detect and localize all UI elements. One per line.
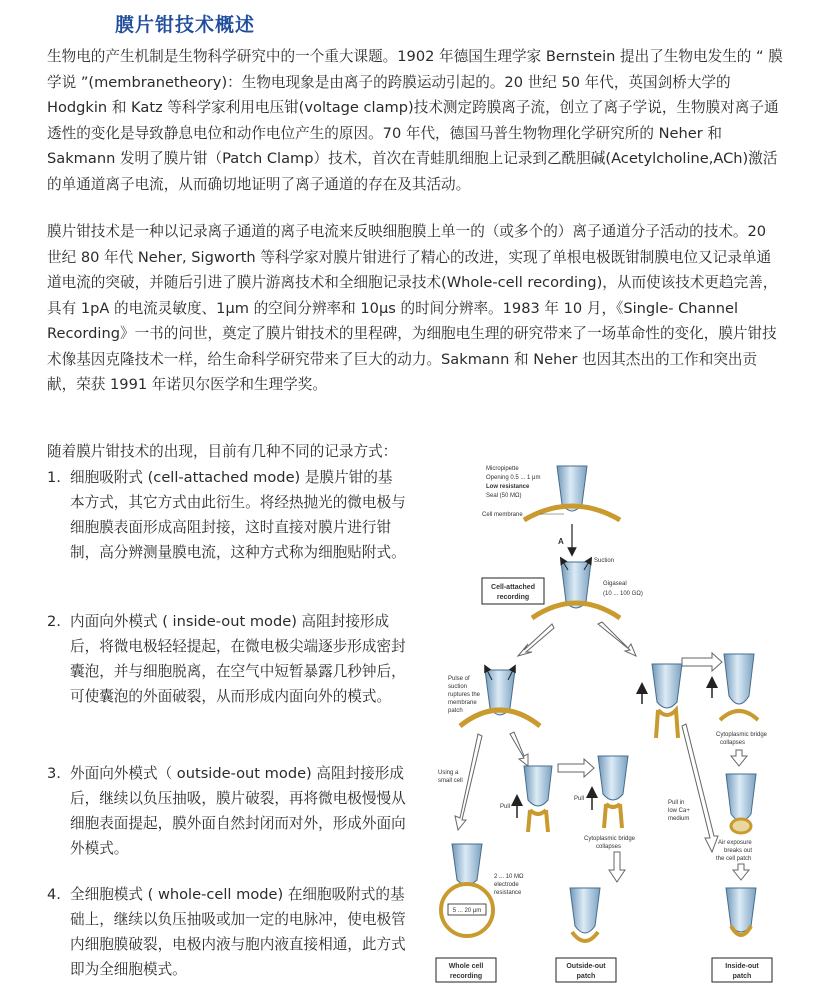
label-pulse-1: Pulse of (448, 676, 470, 682)
pipette-whole-cell (441, 844, 493, 936)
mode-number: 2. (47, 613, 61, 630)
mode-number: 4. (47, 886, 61, 903)
label-micropipette: Micropipette (486, 466, 519, 472)
label-bridge-mid-2: collapses (596, 844, 622, 850)
intro-paragraph-history: 生物电的产生机制是生物科学研究中的一个重大课题。1902 年德国生理学家 Bernstein 提出了生物电发生的 “ 膜学说 ”(membranetheory)：生物电现象是由离子的跨膜运动引起的。20 世纪 50 年代，英国剑桥大学的 Hodgkin 和 Katz 等科学家利用电压钳(voltage clamp)技术测定跨膜离子流，创立了离子学说，生物膜对离子通透性的变化是导致静息电位和动作电位产生的原因。70 年代，德国马普生物物理化学研究所的 Neher 和 Sakmann 发明了膜片钳（Patch Clamp）技术，首次在青蛙肌细胞上记录到乙酰胆碱(Acetylcholine,ACh)激活的单通道离子电流，从而确切地证明了离子通道的存在及其活动。 (47, 48, 783, 193)
mode-text: 外面向外模式（ outside-out mode) 高阻封接形成后，继续以负压抽吸，膜片破裂，再将微电极慢慢从细胞表面提起，膜外面自然封闭而对外，形成外面向外模式。 (70, 765, 406, 857)
label-pulse-5: patch (448, 708, 463, 714)
label-pull-1: Pull (500, 804, 511, 810)
mode-item-whole-cell (47, 882, 407, 982)
label-opening: Opening 0.5 ... 1 μm (486, 475, 541, 481)
label-pull-in-1: Pull in (668, 800, 685, 806)
mode-text: 内面向外模式 ( inside-out mode) 高阻封接形成后，将微电极轻轻提起，在微电极尖端逐步形成密封囊泡，并与细胞脱离，在空气中短暂暴露几秒钟后，可使囊泡的外面破裂，从而形成内面向外的模式。 (70, 613, 406, 705)
label-inside-out-patch: patch (732, 973, 752, 980)
pipette-inside-out (726, 888, 756, 935)
label-inside-out: Inside-out (725, 963, 759, 970)
label-bridge-right-1: Cytoplasmic bridge (716, 732, 768, 738)
label-cell-membrane: Cell membrane (482, 512, 523, 518)
mode-text: 全细胞模式 ( whole-cell mode) 在细胞吸附式的基础上，继续以负压抽吸或加一定的电脉冲，使电极管内细胞膜破裂，电极内液与胞内液直接相通，此方式即为全细胞模式。 (70, 886, 406, 978)
label-bridge-right-2: collapses (720, 740, 746, 746)
label-pulse-3: ruptures the (448, 692, 481, 698)
label-air-3: the cell patch (716, 856, 752, 862)
label-recording: recording (496, 594, 530, 601)
page-title: 膜片钳技术概述 (115, 14, 256, 36)
patch-clamp-modes-diagram (420, 458, 800, 993)
pipette-air-exposure (726, 774, 756, 833)
label-whole-cell: Whole cell (448, 963, 484, 970)
pipette-pull-mid-left (517, 766, 552, 832)
label-low-resistance: Low resistance (486, 484, 530, 490)
label-cell-size: 5 ... 20 μm (452, 908, 482, 914)
pipette-outside-out (570, 888, 600, 941)
label-outside-out: Outside-out (566, 963, 606, 970)
label-air-2: breaks out (724, 848, 753, 854)
label-seal: Seal (50 MΩ) (486, 493, 522, 499)
label-using-2: small cell (438, 778, 463, 784)
mode-item-cell-attached (47, 465, 407, 565)
label-pull-in-3: medium (668, 816, 690, 822)
pipette-pull-mid-right (592, 756, 628, 828)
label-electrode-2: electrode (494, 882, 519, 888)
label-gigaseal-range: (10 ... 100 GΩ) (603, 591, 643, 597)
pipette-cell-attached (532, 560, 620, 618)
label-electrode-3: resistance (494, 890, 522, 896)
label-using-1: Using a (438, 770, 459, 776)
modes-intro: 随着膜片钳技术的出现，目前有几种不同的记录方式： (47, 443, 398, 460)
mode-item-inside-out (47, 609, 407, 709)
label-whole-cell-recording: recording (449, 973, 483, 980)
label-pulse-4: membrane (448, 700, 477, 706)
label-pulse-2: suction (448, 684, 468, 690)
mode-number: 1. (47, 469, 61, 486)
label-cell-attached: Cell-attached (491, 584, 535, 591)
mode-number: 3. (47, 765, 61, 782)
label-bridge-mid-1: Cytoplasmic bridge (584, 836, 636, 842)
intro-paragraph-technique: 膜片钳技术是一种以记录离子通道的离子电流来反映细胞膜上单一的（或多个的）离子通道分子活动的技术。20 世纪 80 年代 Neher, Sigworth 等科学家对膜片钳进行了精心的改进，实现了单根电极既钳制膜电位又记录单通道电流的突破，并随后引进了膜片游离技术和全细胞记录技术(Whole-cell recording)，从而使该技术更趋完善，具有 1pA 的电流灵敏度、1μm 的空间分辨率和 10μs 的时间分辨率。1983 年 10 月，《Single- Channel Recording》一书的问世，奠定了膜片钳技术的里程碑，为细胞电生理的研究带来了一场革命性的变化，膜片钳技术像基因克隆技术一样，给生命科学研究带来了巨大的动力。Sakmann 和 Neher 也因其杰出的工作和突出贡献，荣获 1991 年诺贝尔医学和生理学奖。 (47, 223, 778, 393)
pipette-pull-right (642, 664, 682, 738)
mode-item-outside-out (47, 761, 407, 861)
label-pull-in-2: low Ca+ (668, 808, 690, 814)
label-outside-out-patch: patch (576, 973, 596, 980)
label-gigaseal: Gigaseal (603, 581, 627, 587)
mode-text: 细胞吸附式 (cell-attached mode) 是膜片钳的基本方式，其它方式由此衍生。将经热抛光的微电极与细胞膜表面形成高阻封接，这时直接对膜片进行钳制，高分辨测量膜电流，这种方式称为细胞贴附式。 (70, 469, 406, 561)
label-air-1: Air exposure (718, 840, 752, 846)
label-a: A (558, 537, 564, 546)
label-pull-2: Pull (574, 796, 585, 802)
label-electrode-1: 2 ... 10 MΩ (494, 874, 524, 880)
label-suction: Suction (594, 558, 615, 564)
